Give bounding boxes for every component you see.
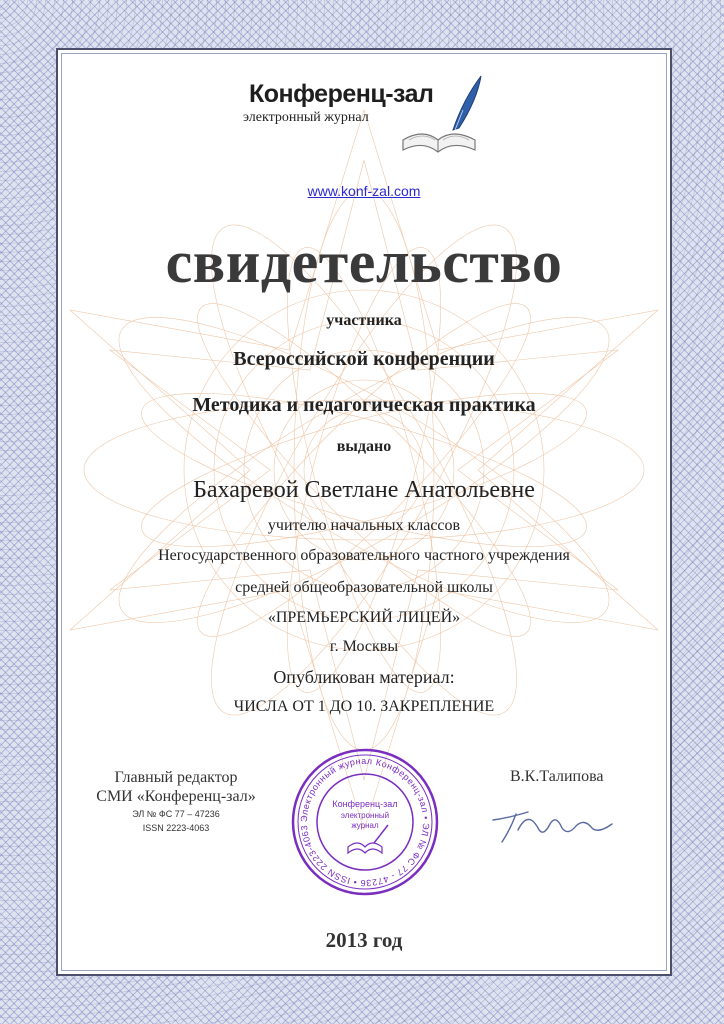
stamp-center-line-3: журнал bbox=[351, 821, 379, 830]
signer-name: В.К.Талипова bbox=[510, 768, 604, 785]
stamp-book-icon bbox=[348, 843, 382, 853]
stamp-ring-text: Электронный журнал Конференц-зал • ЭЛ № ФС 77 - 47236 • ISSN 2223-4063 bbox=[298, 755, 432, 889]
certificate-year: 2013 год bbox=[325, 928, 403, 952]
organization-line-2: средней общеобразовательной школы bbox=[235, 579, 493, 596]
issued-label: выдано bbox=[336, 438, 392, 455]
certificate-frame bbox=[56, 48, 672, 976]
stamp-center-line-1: Конференц-зал bbox=[332, 799, 398, 809]
certificate-heading: свидетельство bbox=[165, 229, 563, 295]
logo-title: Конференц-зал bbox=[249, 80, 434, 108]
published-label: Опубликован материал: bbox=[273, 667, 455, 687]
city-line: г. Москвы bbox=[329, 638, 399, 655]
website-link-line bbox=[58, 183, 670, 199]
organization-line-1: Негосударственного образовательного частного учреждения bbox=[158, 547, 570, 564]
editor-block bbox=[76, 768, 276, 834]
stamp-center-line-2: электронный bbox=[340, 811, 390, 820]
recipient-name: Бахаревой Светлане Анатольевне bbox=[193, 477, 535, 503]
registration-number: ЭЛ № ФС 77 – 47236 bbox=[132, 809, 220, 819]
journal-logo bbox=[243, 70, 483, 160]
material-title: ЧИСЛА ОТ 1 ДО 10. ЗАКРЕПЛЕНИЕ bbox=[233, 698, 495, 715]
recipient-position: учителю начальных классов bbox=[267, 517, 461, 534]
editor-media: СМИ «Конференц-зал» bbox=[96, 788, 256, 805]
logo-subtitle: электронный журнал bbox=[243, 110, 369, 125]
organization-line-3: «ПРЕМЬЕРСКИЙ ЛИЦЕЙ» bbox=[267, 609, 461, 626]
conference-title: Методика и педагогическая практика bbox=[192, 394, 536, 416]
editor-title: Главный редактор bbox=[114, 769, 238, 786]
handwritten-signature bbox=[488, 790, 618, 850]
conference-label: Всероссийской конференции bbox=[233, 348, 495, 370]
website-link[interactable]: www.konf-zal.com bbox=[307, 183, 421, 199]
open-book-quill-icon bbox=[393, 70, 483, 160]
journal-stamp-seal bbox=[290, 747, 440, 897]
participant-label: участника bbox=[326, 312, 402, 329]
issn-number: ISSN 2223-4063 bbox=[142, 823, 210, 833]
